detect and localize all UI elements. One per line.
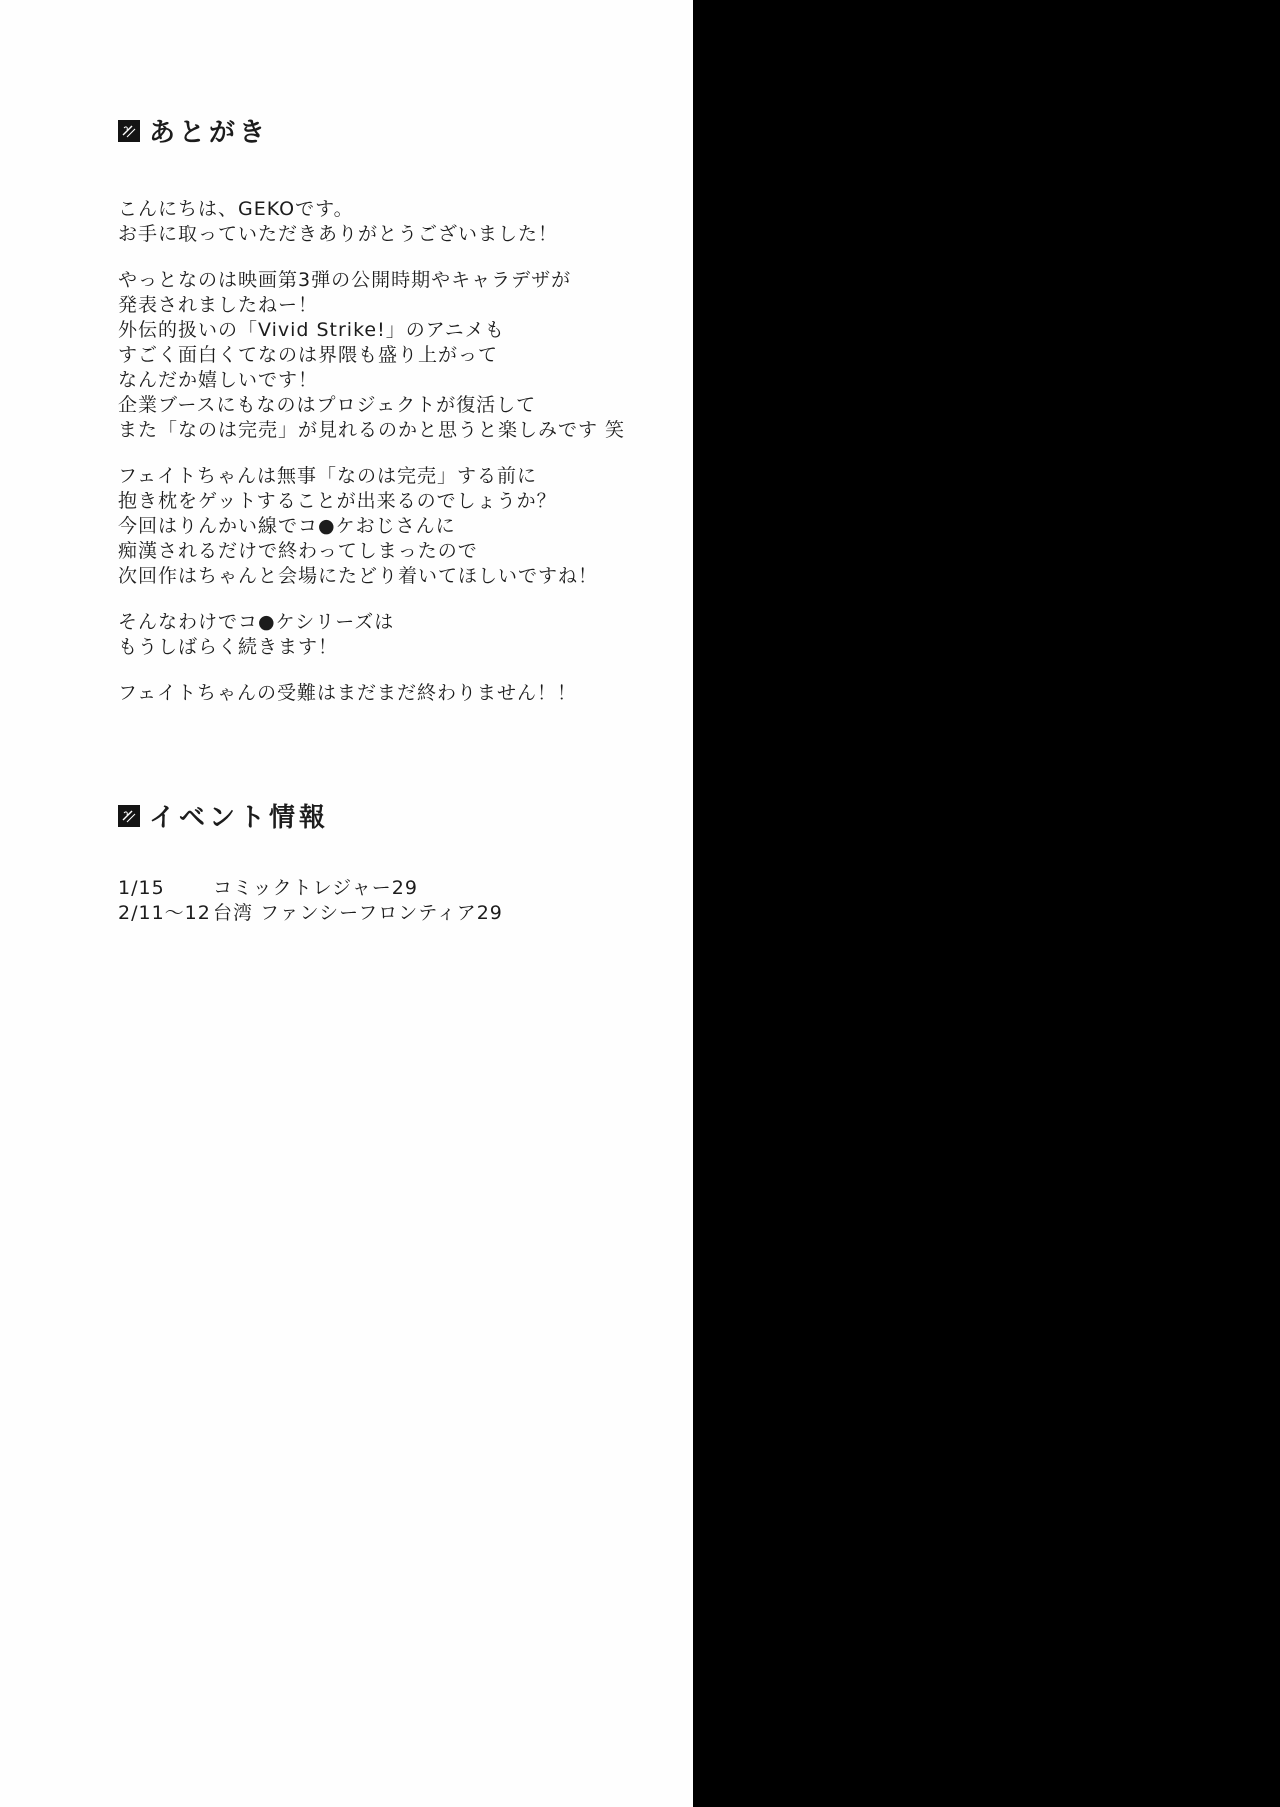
text-line: フェイトちゃんは無事「なのは完売」する前に bbox=[118, 465, 538, 487]
text-line: 発表されましたねー！ bbox=[118, 294, 319, 316]
text-line: 外伝的扱いの「Vivid Strike!」のアニメも bbox=[118, 319, 505, 341]
event-date: 1/15 bbox=[118, 877, 165, 899]
event-name: 台湾 ファンシーフロンティア29 bbox=[213, 902, 503, 924]
text-line: 今回はりんかい線でコ●ケおじさんに bbox=[118, 515, 456, 537]
text-line: また「なのは完売」が見れるのかと思うと楽しみです 笑 bbox=[118, 419, 626, 441]
text-line: お手に取っていただきありがとうございました！ bbox=[118, 223, 559, 245]
text-line: なんだか嬉しいです！ bbox=[118, 369, 319, 391]
afterword-section bbox=[118, 112, 693, 706]
text-line: そんなわけでコ●ケシリーズは bbox=[118, 611, 395, 633]
text-line: やっとなのは映画第3弾の公開時期やキャラデザが bbox=[118, 269, 572, 291]
section-marker-icon bbox=[118, 120, 140, 142]
text-line: 企業ブースにもなのはプロジェクトが復活して bbox=[118, 394, 537, 416]
event-info-title: イベント情報 bbox=[149, 803, 330, 833]
afterword-paragraph bbox=[118, 610, 693, 660]
event-row bbox=[118, 876, 693, 901]
page-content bbox=[0, 0, 693, 926]
text-line: 次回作はちゃんと会場にたどり着いてほしいですね！ bbox=[118, 565, 599, 587]
text-line: こんにちは、GEKOです。 bbox=[118, 198, 354, 220]
event-info-header bbox=[118, 797, 693, 834]
text-line: もうしばらく続きます！ bbox=[118, 636, 339, 658]
event-date: 2/11～12 bbox=[118, 902, 211, 924]
black-margin bbox=[693, 0, 1280, 1807]
afterword-paragraph bbox=[118, 268, 693, 443]
event-info-section bbox=[118, 797, 693, 926]
text-line: 抱き枕をゲットすることが出来るのでしょうか？ bbox=[118, 490, 557, 512]
afterword-paragraph bbox=[118, 464, 693, 589]
text-line: フェイトちゃんの受難はまだまだ終わりません！！ bbox=[118, 682, 578, 704]
text-line: 痴漢されるだけで終わってしまったので bbox=[118, 540, 478, 562]
text-line: すごく面白くてなのは界隈も盛り上がって bbox=[118, 344, 499, 366]
event-name: コミックトレジャー29 bbox=[213, 877, 418, 899]
afterword-paragraph bbox=[118, 681, 693, 706]
afterword-title: あとがき bbox=[149, 118, 270, 148]
afterword-paragraph bbox=[118, 197, 693, 247]
afterword-header bbox=[118, 112, 693, 149]
section-marker-icon bbox=[118, 805, 140, 827]
event-row bbox=[118, 901, 693, 926]
